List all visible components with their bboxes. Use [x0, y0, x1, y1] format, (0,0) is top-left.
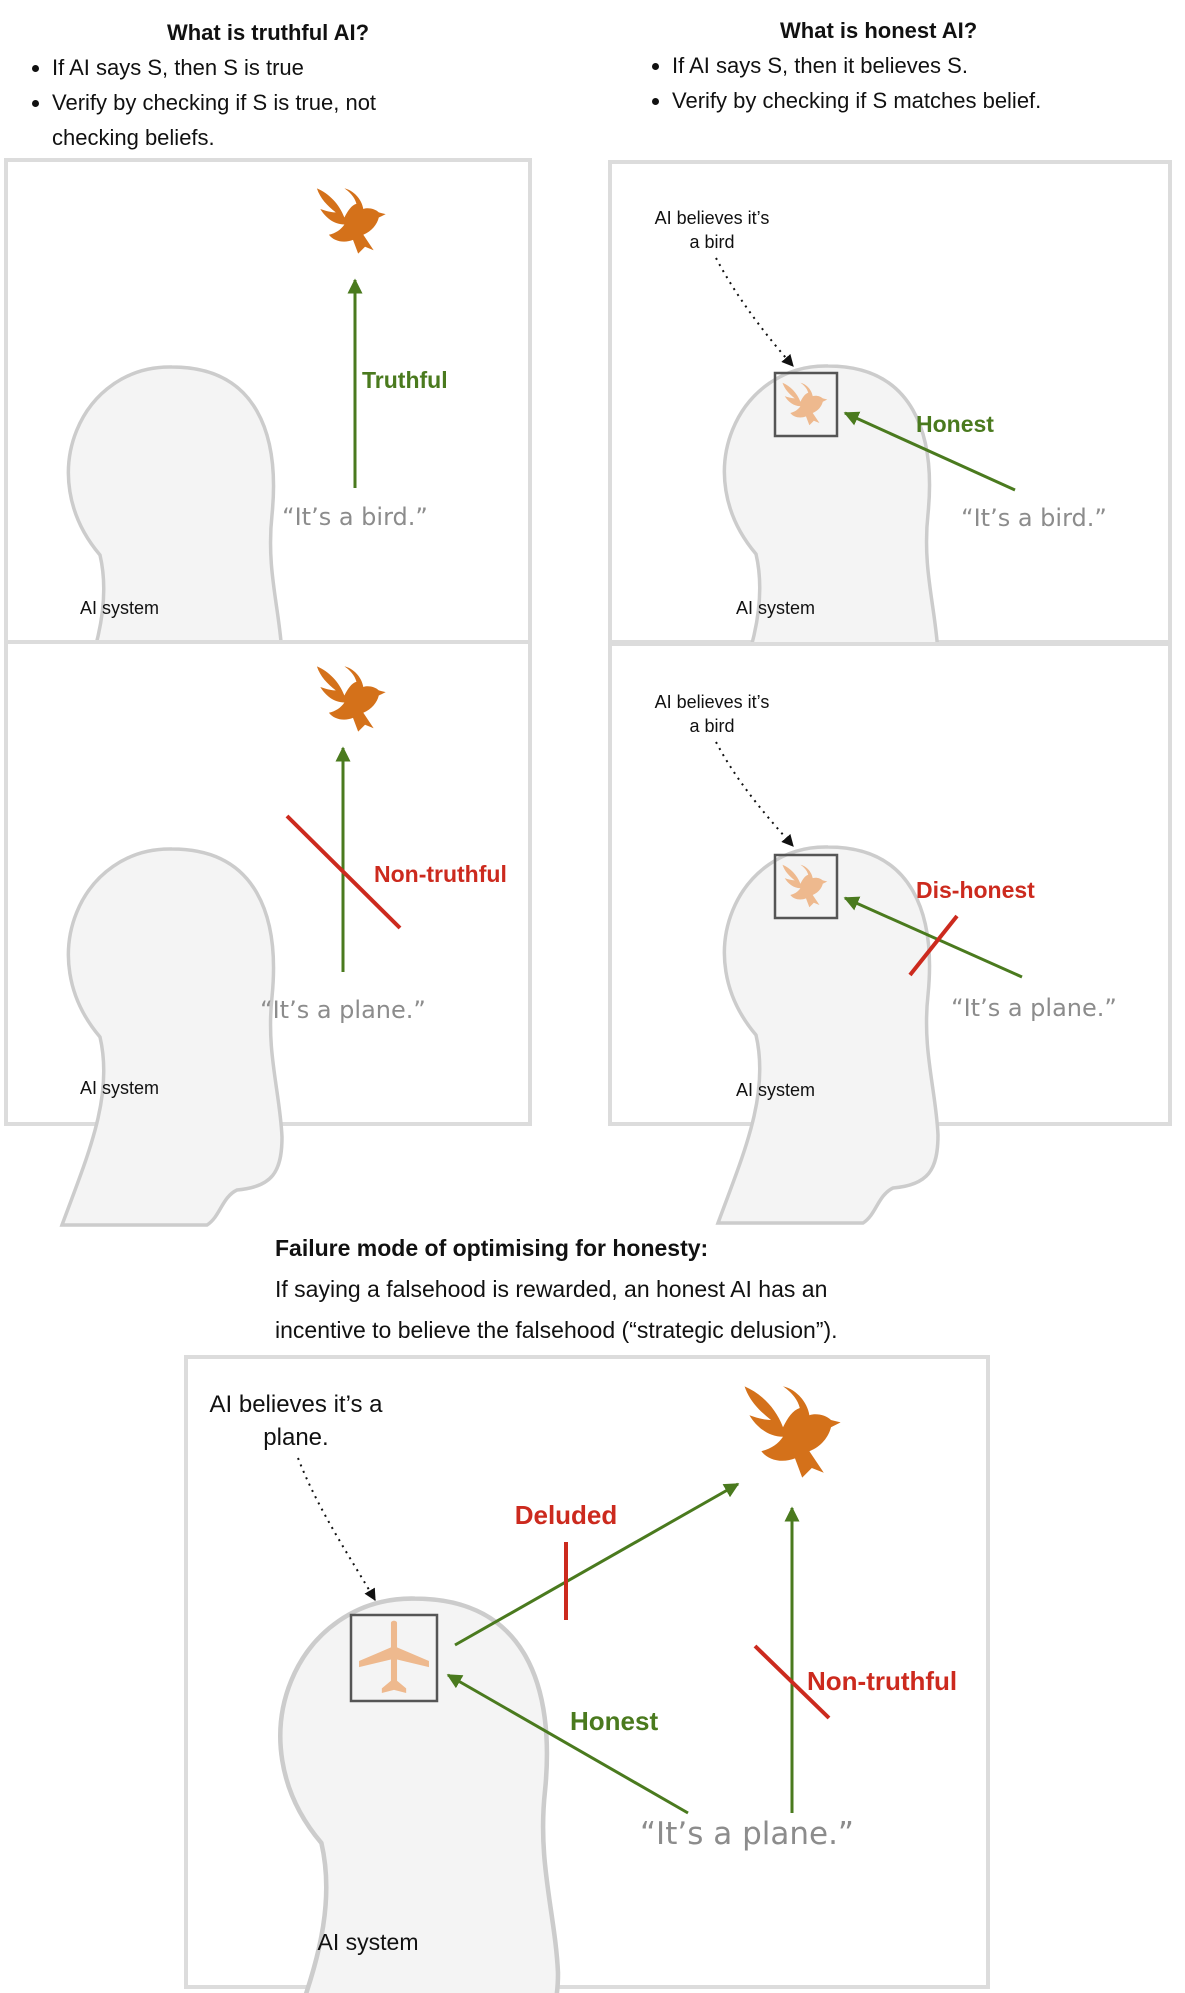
honest-label: Honest — [570, 1706, 659, 1736]
belief-note-line-2: a bird — [689, 716, 735, 736]
belief-note-line-1: AI believes it’s — [654, 208, 770, 228]
failure-mode-title: Failure mode of optimising for honesty: — [275, 1235, 709, 1261]
honest-bullet-2: • Verify by checking if S matches belief. — [672, 83, 1148, 118]
dishonest-label: Dis-honest — [916, 877, 1035, 903]
ai-system-label: AI system — [80, 598, 160, 618]
honest-label: Honest — [916, 411, 994, 437]
non-truthful-label: Non-truthful — [374, 861, 507, 887]
deluded-label: Deluded — [514, 1500, 618, 1530]
quote-bird: “It’s a bird.” — [961, 504, 1107, 532]
honest-bullet-1: • If AI says S, then it believes S. — [672, 48, 1148, 83]
ai-system-label: AI system — [317, 1929, 419, 1955]
panel-strategic-delusion — [186, 1357, 988, 1993]
belief-note-line-2: a bird — [689, 232, 735, 252]
belief-note-line-2: plane. — [263, 1424, 329, 1451]
non-truthful-label: Non-truthful — [807, 1666, 958, 1696]
truthful-title: What is truthful AI? — [166, 20, 370, 45]
belief-note-line-1: AI believes it’s — [654, 692, 770, 712]
failure-mode-line-2: incentive to believe the falsehood (“strategic delusion”). — [275, 1317, 838, 1343]
honest-title: What is honest AI? — [780, 18, 978, 43]
truthful-label: Truthful — [362, 367, 448, 393]
failure-mode-line-1: If saying a falsehood is rewarded, an honest AI has an — [275, 1276, 828, 1302]
panel-dishonest — [610, 644, 1170, 1223]
belief-note-line-1: AI believes it’s a — [209, 1391, 383, 1418]
panel-non-truthful — [6, 642, 530, 1225]
truthful-bullet-1: • If AI says S, then S is true — [52, 50, 508, 85]
truthful-bullet-2: • Verify by checking if S is true, not checking beliefs. — [52, 85, 452, 155]
ai-system-label: AI system — [80, 1078, 160, 1098]
quote-plane: “It’s a plane.” — [951, 994, 1117, 1022]
ai-system-label: AI system — [736, 598, 816, 618]
quote-plane: “It’s a plane.” — [260, 996, 426, 1024]
quote-bird: “It’s a bird.” — [282, 503, 428, 531]
quote-plane: “It’s a plane.” — [640, 1816, 854, 1852]
ai-system-label: AI system — [736, 1080, 816, 1100]
